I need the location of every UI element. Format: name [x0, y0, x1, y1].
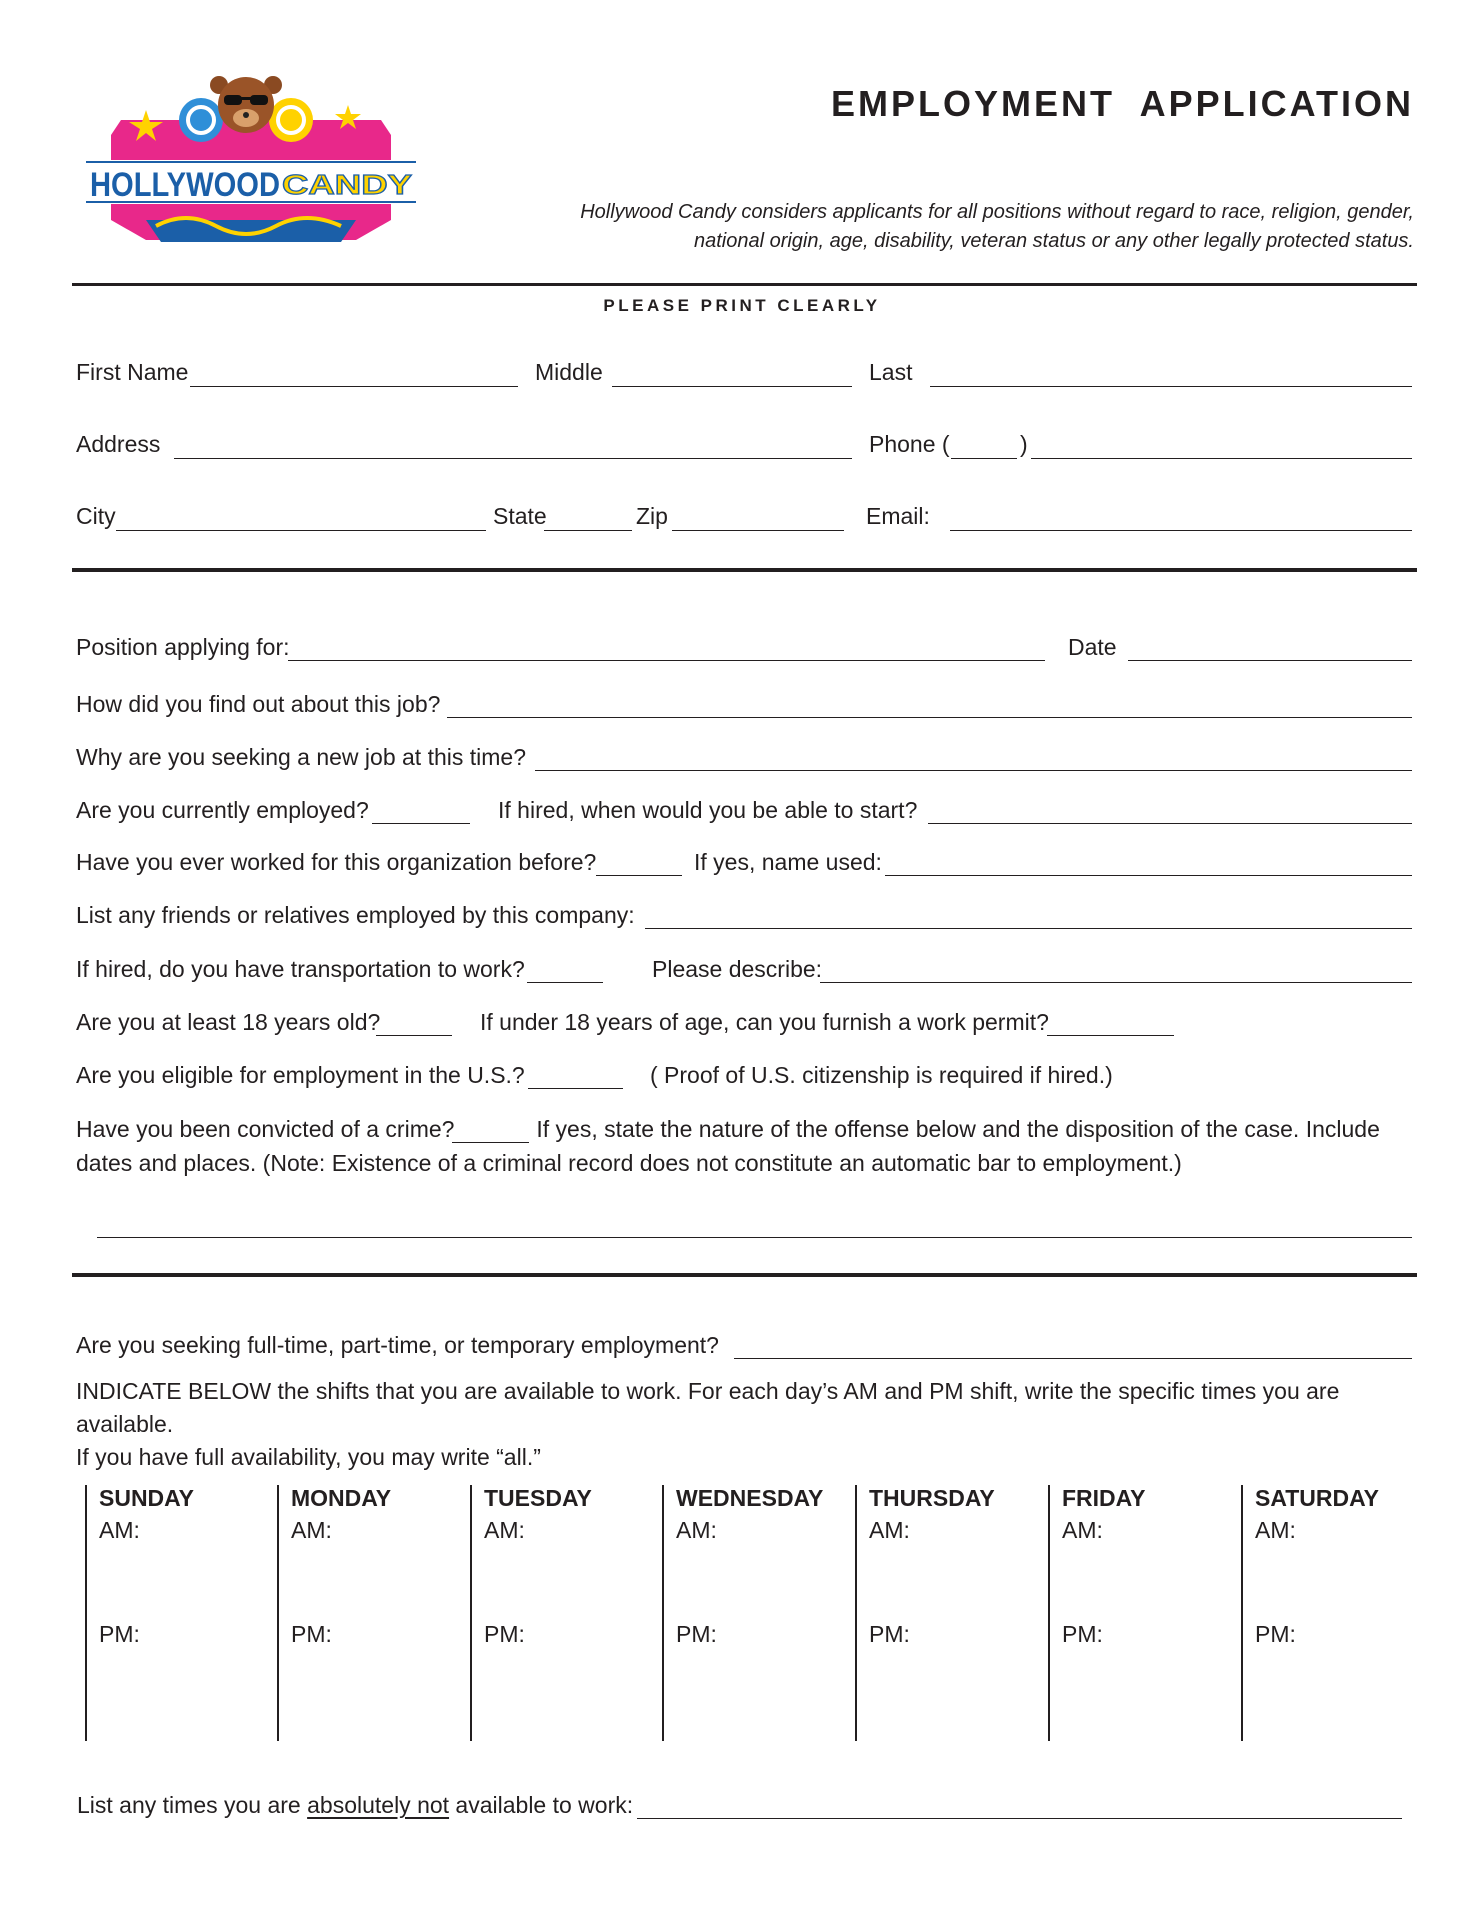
start-date-label: If hired, when would you be able to start?	[498, 797, 918, 823]
day-name: MONDAY	[291, 1485, 392, 1511]
middle-name-field[interactable]	[612, 386, 852, 387]
first-name-label: First Name	[76, 359, 189, 385]
last-name-field[interactable]	[930, 386, 1412, 387]
crime-note: dates and places. (Note: Existence of a criminal record does not constitute an automatic bar to employment.)	[76, 1150, 1182, 1176]
date-field[interactable]	[1128, 660, 1412, 661]
day-name: SATURDAY	[1255, 1485, 1379, 1511]
transportation-field[interactable]	[527, 982, 603, 983]
pm-label: PM:	[676, 1621, 717, 1647]
email-field[interactable]	[950, 530, 1412, 531]
find-out-field[interactable]	[447, 717, 1412, 718]
crime-instructions: If yes, state the nature of the offense below and the disposition of the case. Include	[530, 1116, 1380, 1142]
page-title: EMPLOYMENT APPLICATION	[830, 83, 1414, 124]
address-field[interactable]	[174, 458, 852, 459]
first-name-field[interactable]	[190, 386, 518, 387]
day-name: FRIDAY	[1062, 1485, 1146, 1511]
day-column-sunday[interactable]	[85, 1485, 195, 1741]
crime-question-label: Have you been convicted of a crime?	[76, 1116, 455, 1142]
employment-type-label: Are you seeking full-time, part-time, or temporary employment?	[76, 1332, 719, 1358]
pm-label: PM:	[869, 1621, 910, 1647]
friends-relatives-field[interactable]	[645, 928, 1412, 929]
zip-field[interactable]	[672, 530, 844, 531]
last-name-label: Last	[869, 359, 913, 385]
address-label: Address	[76, 431, 161, 457]
worked-before-field[interactable]	[596, 875, 682, 876]
day-name: WEDNESDAY	[676, 1485, 824, 1511]
eeo-line-2: national origin, age, disability, veteran status or any other legally protected status.	[693, 230, 1414, 252]
friends-relatives-label: List any friends or relatives employed by this company:	[76, 902, 635, 928]
shift-instructions	[76, 1375, 1421, 1474]
divider	[72, 568, 1417, 572]
day-column-saturday[interactable]	[1241, 1485, 1379, 1741]
transportation-label: If hired, do you have transportation to work?	[76, 956, 525, 982]
phone-label: Phone (	[869, 431, 950, 457]
currently-employed-field[interactable]	[372, 823, 470, 824]
day-name: THURSDAY	[869, 1485, 995, 1511]
not-available-label	[77, 1792, 633, 1818]
shift-instructions-line-2: If you have full availability, you may write “all.”	[76, 1444, 541, 1470]
phone-area-code-field[interactable]	[951, 458, 1017, 459]
position-label: Position applying for:	[76, 634, 290, 660]
start-date-field[interactable]	[928, 823, 1412, 824]
phone-paren-close: )	[1020, 431, 1028, 457]
state-label: State	[493, 503, 547, 529]
pm-label: PM:	[484, 1621, 525, 1647]
name-used-field[interactable]	[885, 875, 1412, 876]
age-18-label: Are you at least 18 years old?	[76, 1009, 381, 1035]
eligible-field[interactable]	[528, 1088, 623, 1089]
date-label: Date	[1068, 634, 1117, 660]
divider	[72, 1273, 1417, 1277]
not-available-field[interactable]	[637, 1818, 1402, 1819]
divider	[72, 283, 1417, 286]
state-field[interactable]	[544, 530, 632, 531]
describe-label: Please describe:	[652, 956, 823, 982]
company-logo	[86, 70, 416, 255]
city-label: City	[76, 503, 116, 529]
day-column-thursday[interactable]	[855, 1485, 995, 1741]
day-column-wednesday[interactable]	[662, 1485, 824, 1741]
work-permit-label: If under 18 years of age, can you furnish a work permit?	[480, 1009, 1049, 1035]
logo-word-hollywood: HOLLYWOOD	[90, 166, 280, 204]
day-column-tuesday[interactable]	[470, 1485, 592, 1741]
print-notice: PLEASE PRINT CLEARLY	[603, 296, 881, 315]
pm-label: PM:	[291, 1621, 332, 1647]
day-column-monday[interactable]	[277, 1485, 392, 1741]
day-name: TUESDAY	[484, 1485, 592, 1511]
eeo-line-1: Hollywood Candy considers applicants for all positions without regard to race, religion, gender,	[580, 201, 1414, 223]
eligible-label: Are you eligible for employment in the U.S.?	[76, 1062, 525, 1088]
eeo-statement	[514, 198, 1414, 256]
describe-field[interactable]	[820, 982, 1412, 983]
not-available-emphasis: absolutely not	[307, 1792, 450, 1818]
currently-employed-label: Are you currently employed?	[76, 797, 369, 823]
crime-details-field[interactable]	[97, 1237, 1412, 1238]
pm-label: PM:	[1062, 1621, 1103, 1647]
shift-instructions-line-1: INDICATE BELOW the shifts that you are available to work. For each day’s AM and PM shift, write the specific times you are available.	[76, 1378, 1340, 1437]
middle-name-label: Middle	[535, 359, 603, 385]
position-field[interactable]	[288, 660, 1045, 661]
am-label: AM:	[869, 1517, 910, 1543]
am-label: AM:	[1255, 1517, 1296, 1543]
why-seeking-label: Why are you seeking a new job at this time?	[76, 744, 527, 770]
day-column-friday[interactable]	[1048, 1485, 1146, 1741]
name-used-label: If yes, name used:	[694, 849, 882, 875]
logo-graphic	[86, 70, 416, 255]
email-label: Email:	[866, 503, 930, 529]
age-18-field[interactable]	[376, 1035, 452, 1036]
work-permit-field[interactable]	[1047, 1035, 1174, 1036]
am-label: AM:	[291, 1517, 332, 1543]
not-available-post: available to work:	[449, 1792, 634, 1818]
am-label: AM:	[99, 1517, 140, 1543]
zip-label: Zip	[636, 503, 668, 529]
phone-number-field[interactable]	[1031, 458, 1412, 459]
day-name: SUNDAY	[99, 1485, 195, 1511]
pm-label: PM:	[99, 1621, 140, 1647]
find-out-label: How did you find out about this job?	[76, 691, 441, 717]
city-field[interactable]	[116, 530, 486, 531]
pm-label: PM:	[1255, 1621, 1296, 1647]
crime-answer-field[interactable]	[452, 1142, 529, 1143]
logo-word-candy: CANDY	[282, 169, 413, 200]
not-available-pre: List any times you are	[77, 1792, 308, 1818]
citizenship-note: ( Proof of U.S. citizenship is required if hired.)	[650, 1062, 1113, 1088]
am-label: AM:	[484, 1517, 525, 1543]
am-label: AM:	[1062, 1517, 1103, 1543]
am-label: AM:	[676, 1517, 717, 1543]
employment-type-field[interactable]	[734, 1358, 1412, 1359]
worked-before-label: Have you ever worked for this organization before?	[76, 849, 597, 875]
why-seeking-field[interactable]	[535, 770, 1412, 771]
